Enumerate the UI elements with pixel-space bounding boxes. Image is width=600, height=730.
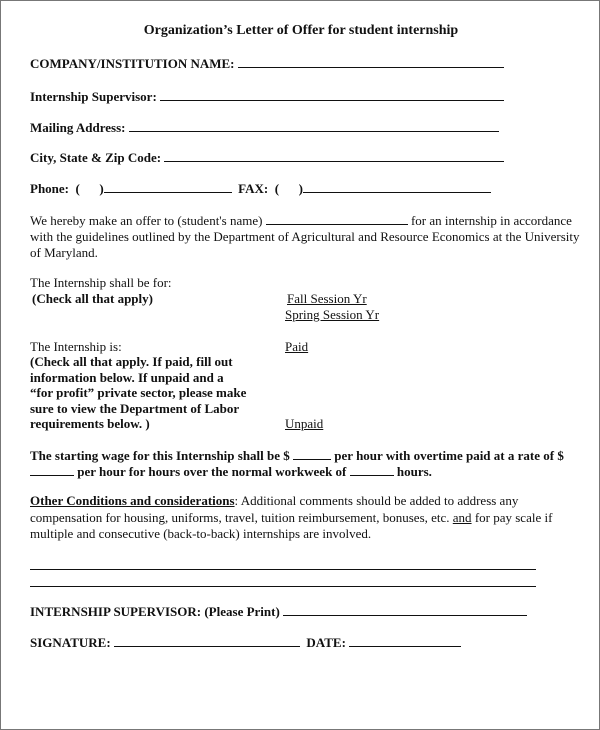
pay-note: requirements below. ) [30,416,150,431]
student-name-blank[interactable] [266,213,408,225]
supervisor-print-label: INTERNSHIP SUPERVISOR: (Please Print) [30,604,280,619]
comments-line[interactable] [30,569,536,570]
supervisor-field [30,89,504,105]
address-label: Mailing Address: [30,120,126,135]
phone-fax-field [30,181,491,197]
session-label: The Internship shall be for: [30,275,172,290]
other-line-1 [30,493,518,509]
fall-label: Fall Session Yr [287,291,367,306]
wage-text: The starting wage for this Internship shall be $ [30,448,290,463]
other-line-3: multiple and consecutive (back-to-back) internships are involved. [30,526,372,541]
company-label: COMPANY/INSTITUTION NAME: [30,56,235,71]
phone-blank[interactable] [104,181,232,193]
other-text: and [452,510,472,525]
paid-label: Paid [285,339,309,354]
supervisor-print-field [30,604,527,620]
other-text: : Additional comments should be added to address any [234,493,519,508]
other-line-2 [30,510,552,526]
date-blank[interactable] [349,635,461,647]
spring-session-option[interactable] [285,307,417,323]
comments-line[interactable] [30,586,536,587]
offer-line-2: with the guidelines outlined by the Department of Agricultural and Resource Economics at the University [30,229,580,244]
other-text: compensation for housing, uniforms, travel, tuition reimbursement, bonuses, etc. [30,510,450,525]
offer-line-3: of Maryland. [30,245,98,260]
wage-line-2 [30,464,432,480]
overtime-rate-blank[interactable] [30,464,74,476]
pay-label: The Internship is: [30,339,122,354]
address-blank[interactable] [129,120,499,132]
offer-text: for an internship in accordance [410,213,572,228]
fax-label: FAX: ( ) [238,181,303,196]
unpaid-option[interactable] [285,416,341,432]
spring-label: Spring Session Yr [285,307,380,322]
date-label: DATE: [306,635,346,650]
city-label: City, State & Zip Code: [30,150,162,165]
other-heading: Other Conditions and considerations [30,493,235,508]
offer-line-1 [30,213,572,229]
city-field [30,150,504,166]
supervisor-blank[interactable] [160,89,504,101]
page-title: Organization’s Letter of Offer for student internship [143,23,459,38]
fall-session-option[interactable] [287,291,399,307]
company-blank[interactable] [238,56,504,68]
wage-text: per hour with overtime paid at a rate of $ [334,448,564,463]
pay-note: information below. If unpaid and a [30,370,224,385]
signature-blank[interactable] [114,635,300,647]
offer-text: We hereby make an offer to (student's name) [30,213,263,228]
supervisor-label: Internship Supervisor: [30,89,157,104]
wage-blank[interactable] [293,448,331,460]
pay-note: sure to view the Department of Labor [30,401,240,416]
company-field [30,56,504,72]
workweek-hours-blank[interactable] [350,464,394,476]
wage-text: hours. [396,464,432,479]
unpaid-label: Unpaid [285,416,324,431]
wage-line-1 [30,448,564,464]
signature-field [30,635,461,651]
wage-text: per hour for hours over the normal workweek of [77,464,347,479]
other-text: for pay scale if [474,510,553,525]
address-field [30,120,499,136]
supervisor-print-blank[interactable] [283,604,527,616]
paid-option[interactable] [285,339,332,355]
signature-label: SIGNATURE: [30,635,111,650]
pay-note: (Check all that apply. If paid, fill out [30,354,233,369]
fax-blank[interactable] [303,181,491,193]
pay-note: “for profit” private sector, please make [30,385,247,400]
session-note: (Check all that apply) [32,291,153,306]
phone-label: Phone: ( ) [30,181,104,196]
city-blank[interactable] [164,150,504,162]
